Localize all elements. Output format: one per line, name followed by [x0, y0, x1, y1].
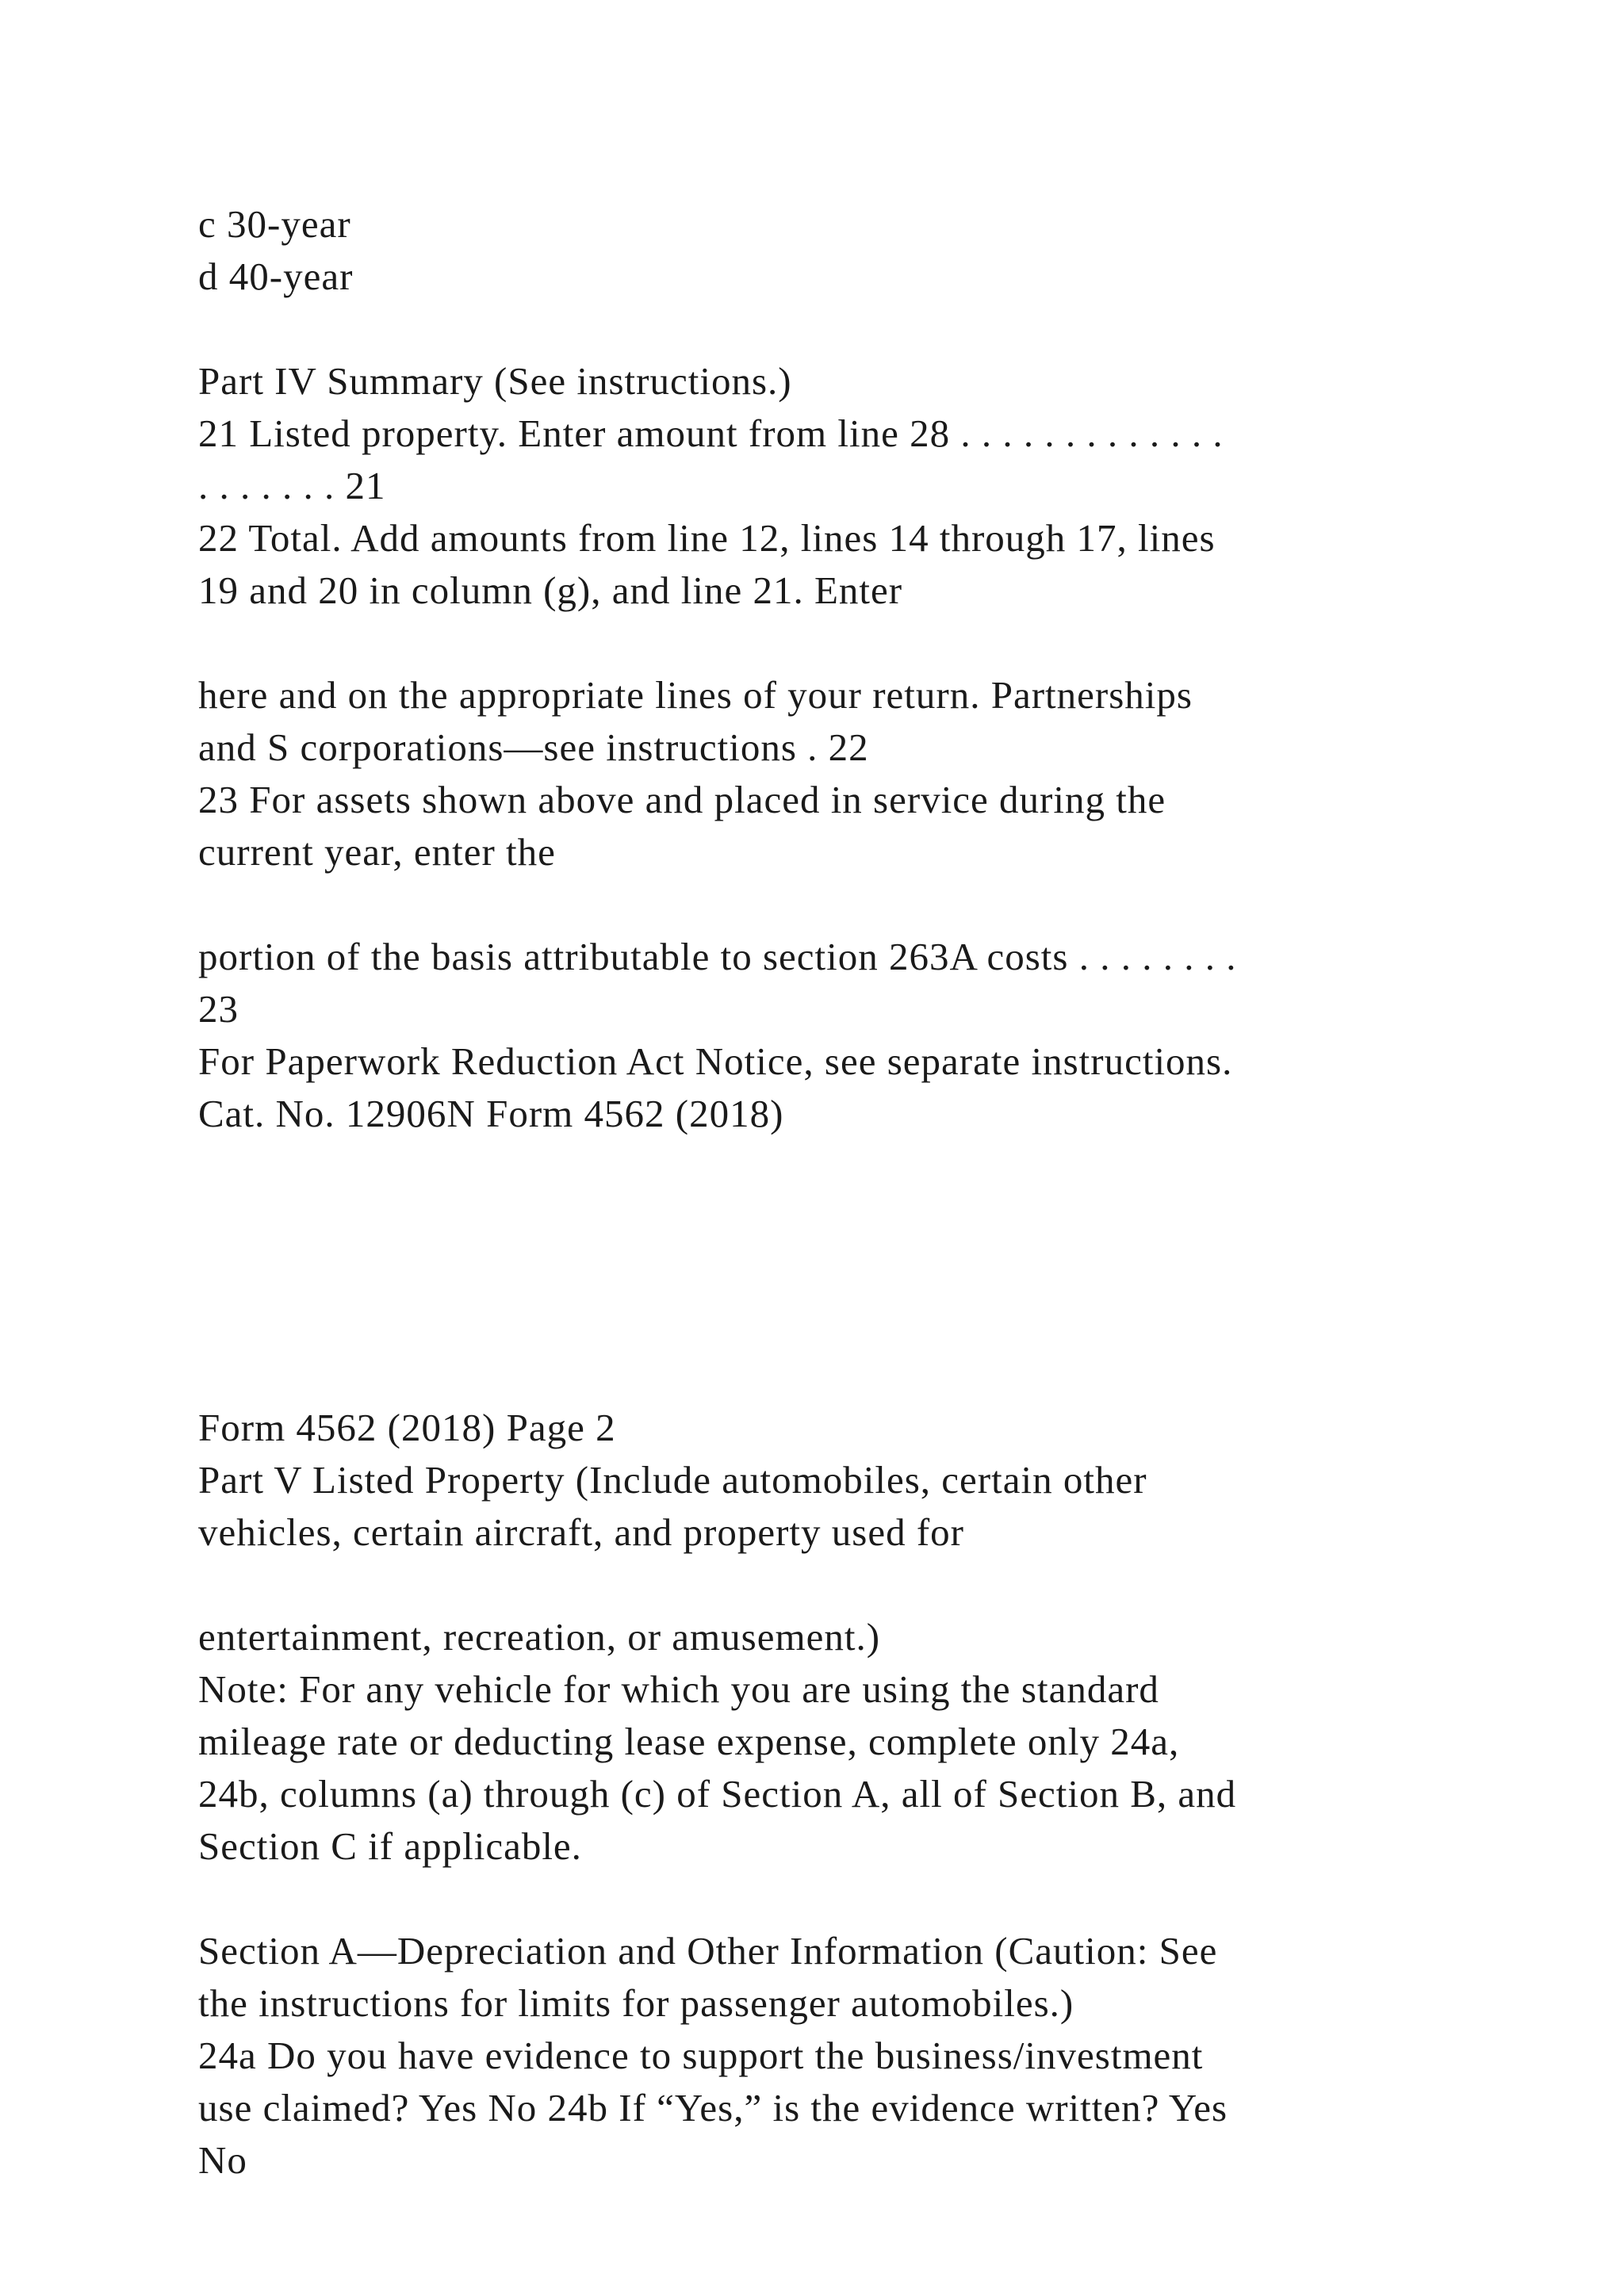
line-24a: 24a Do you have evidence to support the business/investment [198, 2034, 1204, 2077]
note-line-3: 24b, columns (a) through (c) of Section A, all of Section B, and [198, 1772, 1237, 1816]
catalog-number: Cat. No. 12906N Form 4562 (2018) [198, 1092, 784, 1135]
note-line-4: Section C if applicable. [198, 1824, 582, 1868]
line-21-continued: . . . . . . . 21 [198, 464, 386, 507]
section-a-heading: Section A—Depreciation and Other Information (Caution: See [198, 1929, 1218, 1973]
line-23-number: 23 [198, 987, 239, 1031]
line-24b-no: No [198, 2138, 247, 2182]
blank-line [198, 617, 1467, 669]
blank-line [198, 303, 1467, 355]
blank-line [198, 1873, 1467, 1925]
page-break-space [198, 1140, 1467, 1402]
document-text [198, 198, 1467, 2187]
note-line-1: Note: For any vehicle for which you are using the standard [198, 1667, 1159, 1711]
page-2-header: Form 4562 (2018) Page 2 [198, 1406, 616, 1449]
line-22-s-corporations: and S corporations—see instructions . 22 [198, 725, 869, 769]
part-v-heading-continued: vehicles, certain aircraft, and property used for [198, 1510, 964, 1554]
line-23-continued: current year, enter the [198, 830, 556, 874]
line-21: 21 Listed property. Enter amount from line 28 . . . . . . . . . . . . . [198, 411, 1224, 455]
line-23-portion: portion of the basis attributable to section 263A costs . . . . . . . . [198, 935, 1237, 978]
blank-line [198, 878, 1467, 931]
section-a-heading-continued: the instructions for limits for passenger automobiles.) [198, 1981, 1074, 2025]
note-line-2: mileage rate or deducting lease expense, complete only 24a, [198, 1720, 1180, 1763]
part-v-heading: Part V Listed Property (Include automobiles, certain other [198, 1458, 1147, 1502]
line-d-40-year: d 40-year [198, 254, 354, 298]
line-c-30-year: c 30-year [198, 202, 351, 246]
line-24a-24b: use claimed? Yes No 24b If “Yes,” is the evidence written? Yes [198, 2086, 1228, 2130]
line-23: 23 For assets shown above and placed in service during the [198, 778, 1166, 821]
part-v-entertainment: entertainment, recreation, or amusement.) [198, 1615, 881, 1659]
line-22-here: here and on the appropriate lines of your return. Partnerships [198, 673, 1193, 717]
line-22: 22 Total. Add amounts from line 12, lines 14 through 17, lines [198, 516, 1216, 560]
part-iv-heading: Part IV Summary (See instructions.) [198, 359, 792, 403]
line-22-continued: 19 and 20 in column (g), and line 21. Enter [198, 568, 903, 612]
blank-line [198, 1559, 1467, 1611]
paperwork-notice: For Paperwork Reduction Act Notice, see separate instructions. [198, 1039, 1233, 1083]
